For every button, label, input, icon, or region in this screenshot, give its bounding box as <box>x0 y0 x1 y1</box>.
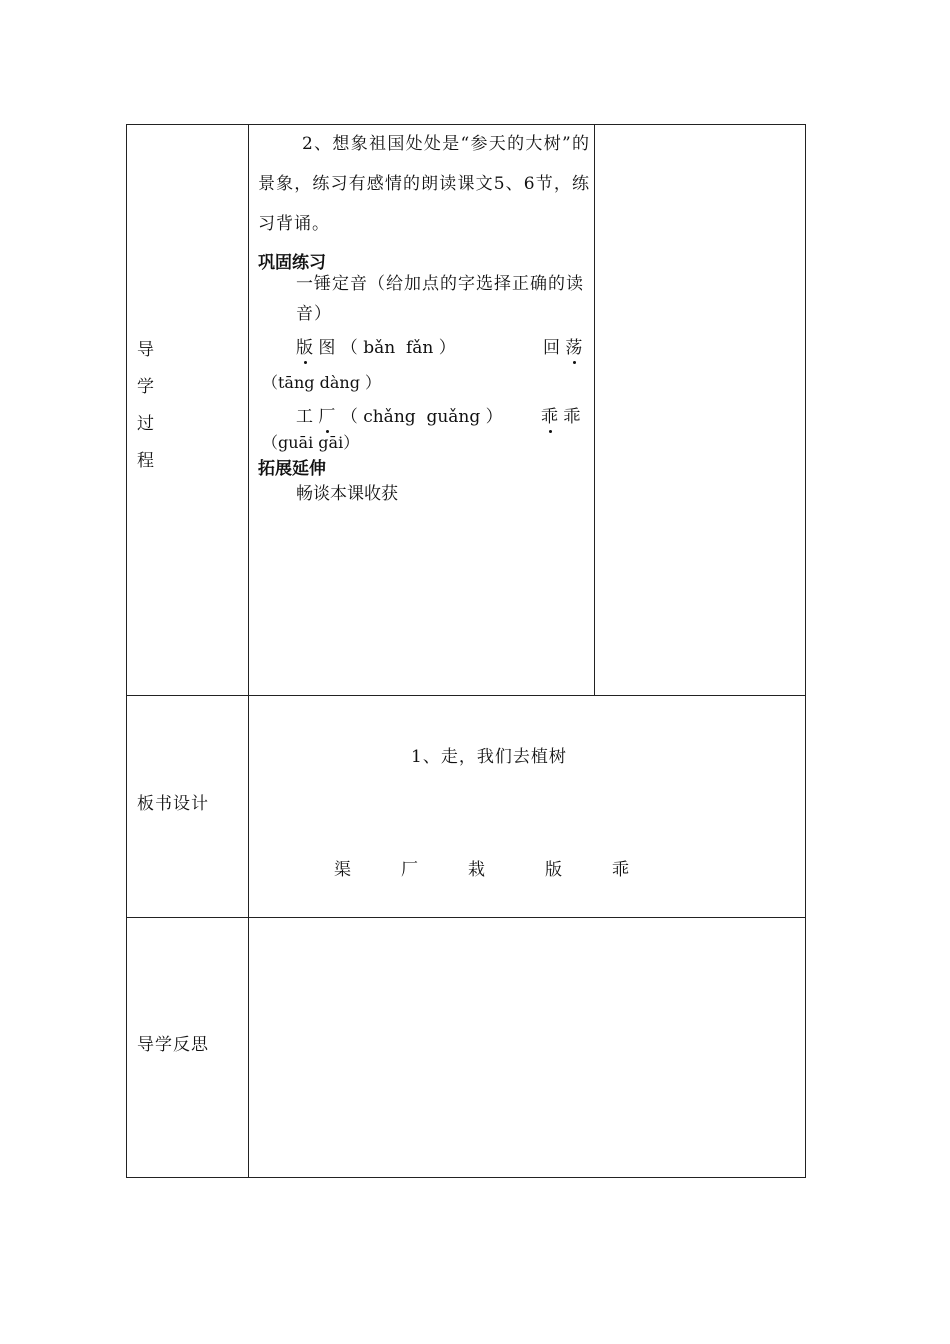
table-border-bottom <box>126 1177 806 1178</box>
row-divider-1 <box>126 695 806 696</box>
label-char: 导 <box>137 340 154 360</box>
table-border-left <box>126 124 127 1178</box>
board-char: 栽 <box>468 860 485 880</box>
extend-text: 畅谈本课收获 <box>296 484 398 504</box>
dotted-char: 版 <box>296 333 313 358</box>
dotted-char: 乖 <box>541 402 558 427</box>
process-row-label <box>137 332 161 480</box>
label-column-divider <box>248 124 249 1178</box>
extend-heading: 拓展延伸 <box>258 459 326 479</box>
item-1-rest: 图 （ bǎn fǎn ） <box>318 338 456 358</box>
item-3-rest: （ chǎng guǎng ） <box>340 407 503 427</box>
table-border-right <box>805 124 806 1178</box>
board-char: 厂 <box>401 860 418 880</box>
board-char: 版 <box>545 860 562 880</box>
item-4-word: 乖 <box>563 407 581 427</box>
row-divider-2 <box>126 917 806 918</box>
practice-heading: 巩固练习 <box>258 253 326 273</box>
label-char: 学 <box>137 377 154 397</box>
practice-item-2 <box>543 333 582 358</box>
item-2-options: （tāng dàng ） <box>262 373 382 392</box>
board-char: 渠 <box>334 860 351 880</box>
reflection-row-label: 导学反思 <box>137 1035 209 1055</box>
board-row-label: 板书设计 <box>137 794 209 814</box>
process-paragraph: 2、想象祖国处处是“参天的大树”的景象，练习有感情的朗读课文5、6节，练习背诵。 <box>258 134 590 234</box>
dotted-char: 厂 <box>318 402 335 427</box>
item-2-word: 回 <box>543 338 560 358</box>
label-char: 过 <box>137 414 154 434</box>
board-title: 1、走，我们去植树 <box>411 747 567 767</box>
board-char: 乖 <box>612 860 629 880</box>
practice-item-3 <box>296 402 503 427</box>
notes-column-divider <box>594 124 595 696</box>
item-3-first: 工 <box>296 407 313 427</box>
item-4-options: （guāi gāi） <box>262 433 360 452</box>
practice-intro: 一锤定音（给加点的字选择正确的读音） <box>296 274 584 324</box>
practice-item-1 <box>296 333 456 358</box>
practice-item-4 <box>541 402 580 427</box>
label-char: 程 <box>137 451 154 471</box>
dotted-char: 荡 <box>565 333 582 358</box>
